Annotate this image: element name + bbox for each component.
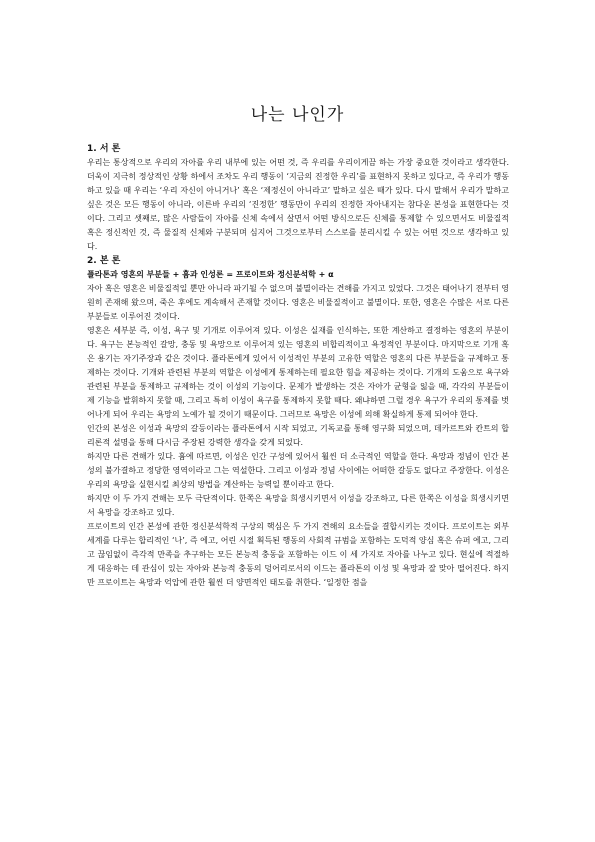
main-paragraph-1: 자아 혹은 영혼은 비물질적일 뿐만 아니라 파기될 수 없으며 불멸이라는 견해를 가지고 있었다. 그것은 태어나기 전부터 영원히 존재해 왔으며, 죽은 후에도 계속해서 존재할 것이다. 영혼은 비물질적이고 불멸이다. 또한, 영혼은 수많은 서로 다른 부분들로 이루어진 것이다. (87, 284, 509, 321)
section-heading-main: 2. 본 론 (87, 256, 121, 266)
section-heading-introduction: 1. 서 론 (87, 144, 121, 154)
main-paragraph-5: 하지만 이 두 가지 견해는 모두 극단적이다. 한쪽은 욕망을 희생시키면서 이성을 강조하고, 다른 한쪽은 이성을 희생시키면서 욕망을 강조하고 있다. (87, 494, 509, 517)
main-paragraph-4: 하지만 다른 견해가 있다. 흄에 따르면, 이성은 인간 구성에 있어서 훨씬 더 소극적인 역할을 한다. 욕망과 정념이 인간 본성의 불가결하고 정당한 영역이라고 그는 역설한다. 그리고 이성과 정념 사이에는 어떠한 갈등도 없다고 주장한다. 이성은 우리의 욕망을 실현시킬 최상의 방법을 계산하는 능력일 뿐이라고 한다. (87, 452, 509, 489)
main-paragraph-3: 인간의 본성은 이성과 욕망의 갈등이라는 플라톤에서 시작 되었고, 기독교를 통해 영구화 되었으며, 데카르트와 칸트의 합리론적 설명을 통해 다시금 주장된 강력한 생각을 갖게 되었다. (87, 424, 509, 447)
main-paragraph-2: 영혼은 세부분 즉, 이성, 욕구 및 기개로 이루어져 있다. 이성은 실재를 인식하는, 또한 계산하고 결정하는 영혼의 부분이다. 욕구는 본능적인 갈망, 충동 및 욕망으로 이루어져 있는 영혼의 비합리적이고 욕정적인 부분이다. 마지막으로 기개 혹은 용기는 자기주장과 같은 것이다. 플라톤에게 있어서 이성적인 부분의 고유한 역할은 영혼의 다른 부분들을 규제하고 통제하는 것이다. 기개와 관련된 부분의 역할은 이성에게 통제하는데 필요한 힘을 제공하는 것이다. 기개의 도움으로 욕구와 관련된 부분을 통제하고 규제하는 것이 이성의 기능이다. 문제가 발생하는 것은 자아가 균형을 잃을 때, 각각의 부분들이 제 기능을 발휘하지 못할 때, 그리고 특히 이성이 욕구를 통제하지 못할 때다. 왜냐하면 그럴 경우 욕구가 우리의 통제를 벗어나게 되어 우리는 욕망의 노예가 될 것이기 때문이다. 그러므로 욕망은 이성에 의해 확실하게 통제 되어야 한다. (87, 326, 509, 419)
document-body (87, 142, 509, 590)
main-paragraph-6: 프로이트의 인간 본성에 관한 정신분석학적 구상의 핵심은 두 가지 견해의 요소들을 결합시키는 것이다. 프로이트는 외부세계를 다루는 합리적인 ‘나’, 즉 에고, 어린 시절 획득된 행동의 사회적 규범을 포함하는 도덕적 양심 혹은 슈퍼 에고, 그리고 끊임없이 즉각적 만족을 추구하는 모든 본능적 충동을 포함하는 이드 이 세 가지로 자아를 나누고 있다. 현실에 적절하게 대응하는 데 관심이 있는 자아와 본능적 충동의 덩어리로서의 이드는 플라톤의 이성 및 욕망과 잘 맞아 떨어진다. 하지만 프로이트는 욕망과 억압에 관한 훨씬 더 양면적인 태도를 취한다. ‘일정한 점을 (87, 522, 509, 587)
intro-paragraph: 우리는 통상적으로 우리의 자아를 우리 내부에 있는 어떤 것, 즉 우리를 우리이게끔 하는 가장 중요한 것이라고 생각한다. 더욱이 지극히 정상적인 상황 하에서 조차도 우리 행동이 ‘지금의 진정한 우리’를 표현하지 못하고 있다고, 즉 우리가 행동하고 있을 때 우리는 ‘우리 자신이 아니거나’ 혹은 ‘제정신이 아니라고’ 말하고 싶은 때가 있다. 다시 말해서 우리가 말하고 싶은 것은 모든 행동이 아니라, 이른바 우리의 ‘진정한’ 행동만이 우리의 진정한 자아내지는 참다운 본성을 표현한다는 것이다. 그리고 셋째로, 많은 사람들이 자아를 신체 속에서 살면서 어떤 방식으로든 신체를 통제할 수 있으면서도 비물질적 혹은 정신적인 것, 즉 물질적 신체와 구분되며 심지어 그것으로부터 스스로를 분리시킬 수 있는 어떤 것으로 생각하고 있다. (87, 158, 509, 251)
section-subheading: 플라톤과 영혼의 부분들 + 흄과 인성론 = 프로이트와 정신분석학 + α (87, 270, 334, 279)
document-title: 나는 나인가 (250, 105, 345, 125)
